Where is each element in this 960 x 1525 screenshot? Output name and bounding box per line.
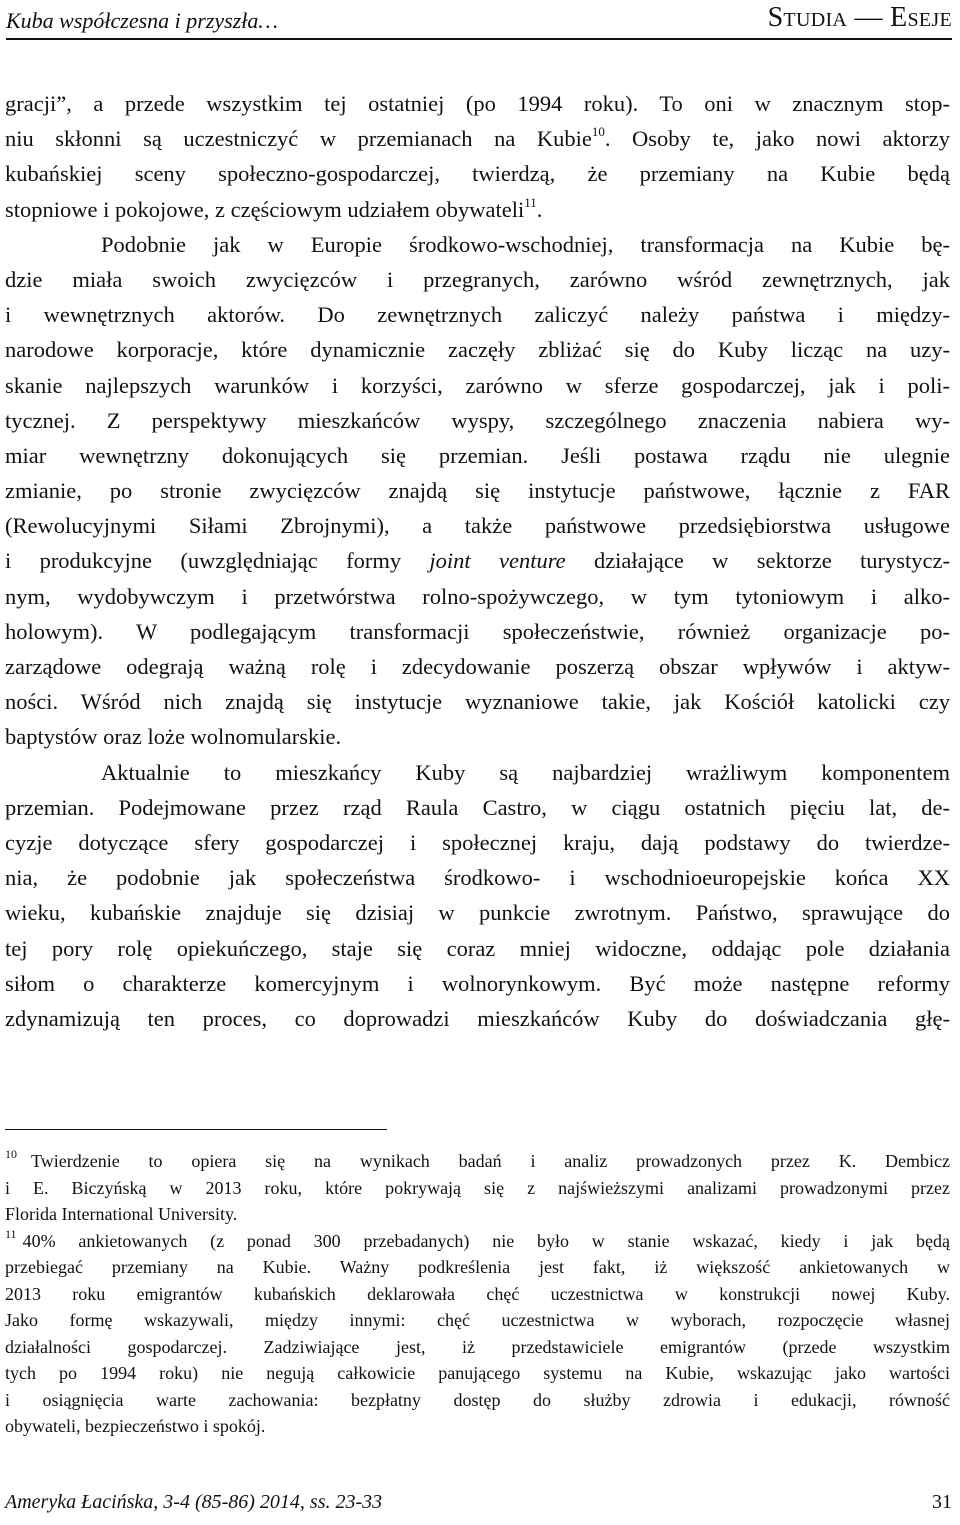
text-line: nia, że podobnie jak społeczeństwa środkowo- i wschodnioeuropejskie końca XX xyxy=(5,865,950,891)
text-line: zdynamizują ten proces, co doprowadzi mieszkańców Kuby do doświadczania głę- xyxy=(5,1005,950,1031)
text-line: wieku, kubańskie znajduje się dzisiaj w punkcie zwrotnym. Państwo, sprawujące do xyxy=(5,900,950,926)
text-line: holowym). W podlegającym transformacji społeczeństwie, również organizacje po- xyxy=(5,618,950,644)
text-line: nym, wydobywczym i przetwórstwa rolno-spożywczego, w tym tytoniowym i alko- xyxy=(5,583,950,609)
footnote-number: 10 xyxy=(5,1147,17,1161)
footnote-10-line: Florida International University. xyxy=(5,1204,238,1224)
text-line xyxy=(5,543,950,578)
footnote-11-line: przebiegać przemiany na Kubie. Ważny podkreślenia jest fakt, iż większość ankietowanych w xyxy=(5,1257,950,1277)
text-run: . Osoby te, jako nowi aktorzy xyxy=(604,126,950,152)
footnote-text: Twierdzenie to opiera się na wynikach badań i analiz prowadzonych przez K. Dembicz xyxy=(31,1151,950,1171)
footnote-11-line: i osiągnięcia warte zachowania: bezpłatny dostęp do służby zdrowia i edukacji, równość xyxy=(5,1389,950,1410)
text-line: miar wewnętrzny dokonujących się przemian. Jeśli postawa rządu nie ulegnie xyxy=(5,442,950,468)
footnote-10-line: i E. Biczyńską w 2013 roku, które pokrywają się z najświeższymi analizami prowadzonymi przez xyxy=(5,1177,950,1198)
footnote-11-line: 2013 roku emigrantów kubańskich deklarowała chęć uczestnictwa w konstrukcji nowej Kuby. xyxy=(5,1283,950,1304)
text-line: Aktualnie to mieszkańcy Kuby są najbardziej wrażliwym komponentem xyxy=(101,759,950,785)
footnote-11-line: obywateli, bezpieczeństwo i spokój. xyxy=(5,1416,266,1436)
footnote-text: 40% ankietowanych (z ponad 300 przebadanych) nie było w stanie wskazać, kiedy i jak będą xyxy=(22,1230,950,1251)
text-run: . xyxy=(536,196,543,222)
text-line: zmianie, po stronie zwycięzców znajdą się instytucje państwowe, łącznie z FAR xyxy=(5,478,950,504)
footnote-ref-10[interactable]: 10 xyxy=(591,124,605,140)
text-line: (Rewolucyjnymi Siłami Zbrojnymi), a także państwowe przedsiębiorstwa usługowe xyxy=(5,513,950,539)
footnote-11-line: Jako formę wskazywali, między innymi: chęć uczestnictwa w wyborach, rozpoczęcie własnej xyxy=(5,1310,950,1330)
footnote-10-line xyxy=(5,1148,950,1175)
italic-term: joint venture xyxy=(429,548,566,574)
running-header xyxy=(6,2,952,40)
text-line: gracji”, a przede wszystkim tej ostatniej (po 1994 roku). To oni w znacznym stop- xyxy=(5,91,950,116)
text-line xyxy=(5,121,950,156)
text-line: siłom o charakterze komercyjnym i wolnorynkowym. Być może następne reformy xyxy=(5,970,950,996)
text-line: skanie najlepszych warunków i korzyści, zarówno w sferze gospodarczej, jak i poli- xyxy=(5,372,950,398)
text-run: stopniowe i pokojowe, z częściowym udziałem obywateli xyxy=(5,196,525,222)
text-run: i produkcyjne (uwzględniając formy xyxy=(5,548,430,574)
text-line: kubańskiej sceny społeczno-gospodarczej, twierdzą, że przemiany na Kubie będą xyxy=(5,161,950,187)
text-run: działające w sektorze turystycz- xyxy=(565,548,950,574)
text-line: baptystów oraz loże wolnomularskie. xyxy=(5,724,342,750)
footnote-11-line: działalności gospodarczej. Zadziwiające jest, iż przedstawiciele emigrantów (przede wszystkim xyxy=(5,1336,950,1357)
footnote-number: 11 xyxy=(5,1226,17,1241)
footnote-11-line xyxy=(5,1228,950,1255)
text-run: niu skłonni są uczestniczyć w przemianach na Kubie xyxy=(5,126,592,152)
running-header-title: Kuba współczesna i przyszła… xyxy=(6,8,278,33)
footnote-separator xyxy=(5,1129,387,1130)
journal-citation: Ameryka Łacińska, 3-4 (85-86) 2014, ss. 23-33 xyxy=(5,1491,383,1513)
text-line: i wewnętrznych aktorów. Do zewnętrznych zaliczyć należy państwa i między- xyxy=(5,302,950,328)
text-line xyxy=(5,192,950,227)
text-line: cyzje dotyczące sfery gospodarczej i społecznej kraju, dają podstawy do twierdze- xyxy=(5,829,950,855)
text-line: tej pory rolę opiekuńczego, staje się coraz mniej widoczne, oddając pole działania xyxy=(5,935,950,961)
text-line: narodowe korporacje, które dynamicznie zaczęły zbliżać się do Kuby licząc na uzy- xyxy=(5,337,950,363)
footnote-11-line: tych po 1994 roku) nie negują całkowicie panującego systemu na Kubie, wskazując jako wartości xyxy=(5,1363,950,1383)
text-line: przemian. Podejmowane przez rząd Raula Castro, w ciągu ostatnich pięciu lat, de- xyxy=(5,794,950,820)
footnote-ref-11[interactable]: 11 xyxy=(524,194,537,210)
running-header-section: Studia — Eseje xyxy=(767,2,952,33)
text-line: dzie miała swoich zwycięzców i przegranych, zarówno wśród zewnętrznych, jak xyxy=(5,266,950,292)
body-text xyxy=(5,86,950,1036)
text-line: tycznej. Z perspektywy mieszkańców wyspy, szczególnego znaczenia nabiera wy- xyxy=(5,407,950,433)
text-line: ności. Wśród nich znajdą się instytucje wyznaniowe takie, jak Kościół katolicki czy xyxy=(5,689,950,715)
text-line: Podobnie jak w Europie środkowo-wschodniej, transformacja na Kubie bę- xyxy=(101,231,950,257)
page-number: 31 xyxy=(932,1491,952,1513)
footnotes xyxy=(5,1148,950,1440)
text-line: zarządowe odegrają ważną rolę i zdecydowanie poszerzą obszar wpływów i aktyw- xyxy=(5,654,950,679)
